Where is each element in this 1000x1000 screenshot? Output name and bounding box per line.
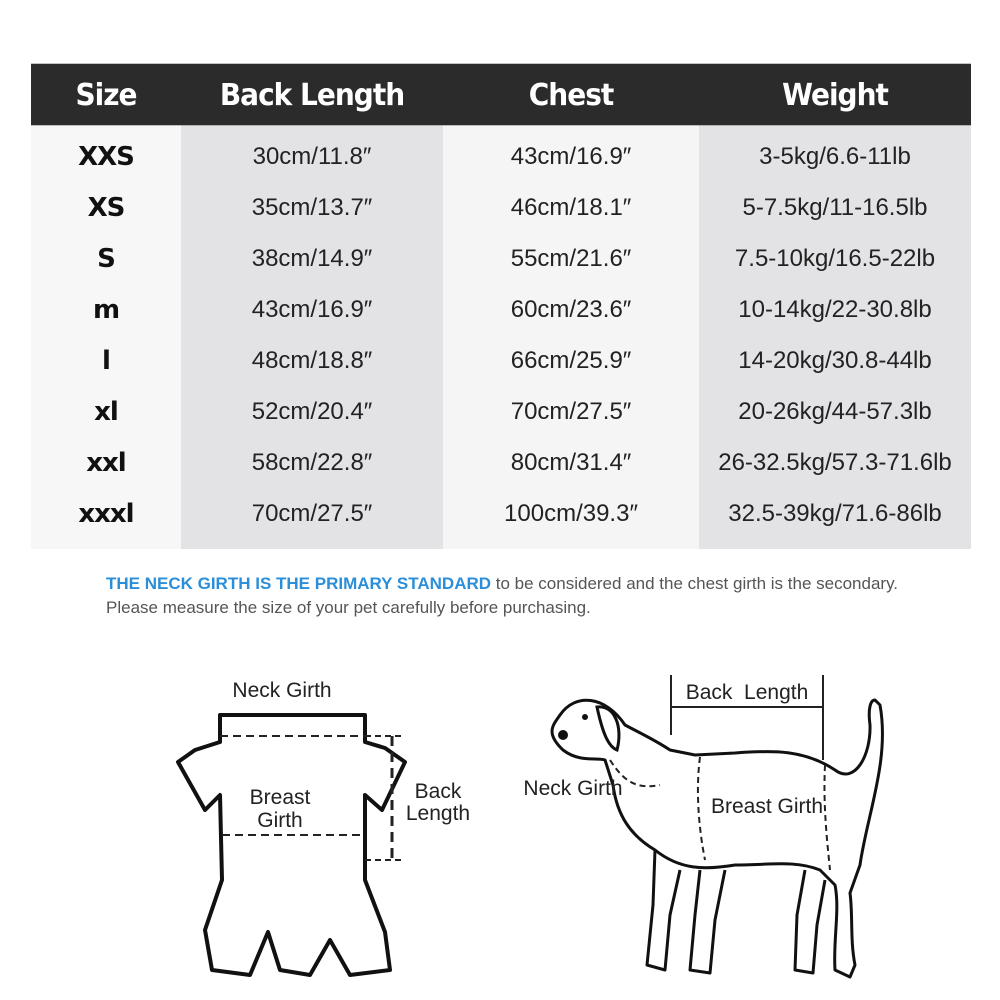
garment-outline [178, 715, 405, 975]
table-row [31, 335, 971, 386]
garment-back-label-line2: Length [405, 802, 471, 825]
cell-chest: 66cm/25.9″ [443, 335, 699, 386]
header-size: Size [31, 64, 181, 126]
size-chart-table [31, 66, 971, 549]
cell-chest: 100cm/39.3″ [443, 488, 699, 549]
dog-breast-girth-label: Breast Girth [710, 795, 824, 818]
table-row [31, 233, 971, 284]
cell-chest: 43cm/16.9″ [443, 123, 699, 182]
header-chest: Chest [443, 64, 699, 126]
table-row [31, 123, 971, 182]
cell-weight: 26-32.5kg/57.3-71.6lb [699, 437, 971, 488]
cell-weight: 5-7.5kg/11-16.5lb [699, 182, 971, 233]
dog-nose-icon [558, 730, 568, 740]
cell-back-length: 52cm/20.4″ [181, 386, 443, 437]
garment-diagram [160, 670, 500, 990]
cell-size: m [31, 284, 181, 335]
dog-breast-girth-line [698, 757, 705, 860]
cell-weight: 10-14kg/22-30.8lb [699, 284, 971, 335]
cell-weight: 20-26kg/44-57.3lb [699, 386, 971, 437]
cell-back-length: 35cm/13.7″ [181, 182, 443, 233]
header-weight: Weight [699, 64, 971, 126]
table-row [31, 437, 971, 488]
cell-chest: 55cm/21.6″ [443, 233, 699, 284]
measurement-note [106, 572, 936, 620]
note-rest-text: to be considered and the chest girth is the secondary. Please measure the size of your pet carefully before purchasing. [106, 574, 899, 617]
garment-breast-label-line1: Breast [249, 786, 311, 809]
cell-weight: 14-20kg/30.8-44lb [699, 335, 971, 386]
cell-back-length: 48cm/18.8″ [181, 335, 443, 386]
dog-eye-icon [582, 714, 588, 720]
cell-weight: 32.5-39kg/71.6-86lb [699, 488, 971, 549]
cell-chest: 80cm/31.4″ [443, 437, 699, 488]
primary-standard-text: THE NECK GIRTH IS THE PRIMARY STANDARD [106, 574, 492, 593]
dog-breast-girth-line-2 [824, 765, 830, 870]
cell-size: XXS [31, 123, 181, 182]
dog-outline-icon [552, 700, 882, 977]
cell-chest: 60cm/23.6″ [443, 284, 699, 335]
dog-neck-girth-label: Neck Girth [523, 777, 623, 800]
table-row [31, 488, 971, 549]
cell-back-length: 58cm/22.8″ [181, 437, 443, 488]
cell-size: l [31, 335, 181, 386]
cell-size: XS [31, 182, 181, 233]
garment-neck-girth-label: Neck Girth [232, 679, 332, 702]
table-row [31, 182, 971, 233]
cell-size: xxl [31, 437, 181, 488]
garment-breast-label-line2: Girth [257, 809, 303, 832]
cell-chest: 70cm/27.5″ [443, 386, 699, 437]
table-row [31, 386, 971, 437]
table-row [31, 284, 971, 335]
cell-size: xl [31, 386, 181, 437]
cell-size: xxxl [31, 488, 181, 549]
cell-weight: 7.5-10kg/16.5-22lb [699, 233, 971, 284]
header-back-length: Back Length [181, 64, 443, 126]
cell-back-length: 30cm/11.8″ [181, 123, 443, 182]
cell-back-length: 38cm/14.9″ [181, 233, 443, 284]
dog-diagram [505, 665, 895, 995]
cell-size: S [31, 233, 181, 284]
cell-chest: 46cm/18.1″ [443, 182, 699, 233]
dog-back-length-label: Back Length [685, 681, 809, 704]
dog-hind-legs-icon [795, 870, 825, 973]
table-header-row [31, 66, 971, 123]
garment-back-label-line1: Back [414, 780, 462, 803]
cell-weight: 3-5kg/6.6-11lb [699, 123, 971, 182]
cell-back-length: 70cm/27.5″ [181, 488, 443, 549]
cell-back-length: 43cm/16.9″ [181, 284, 443, 335]
